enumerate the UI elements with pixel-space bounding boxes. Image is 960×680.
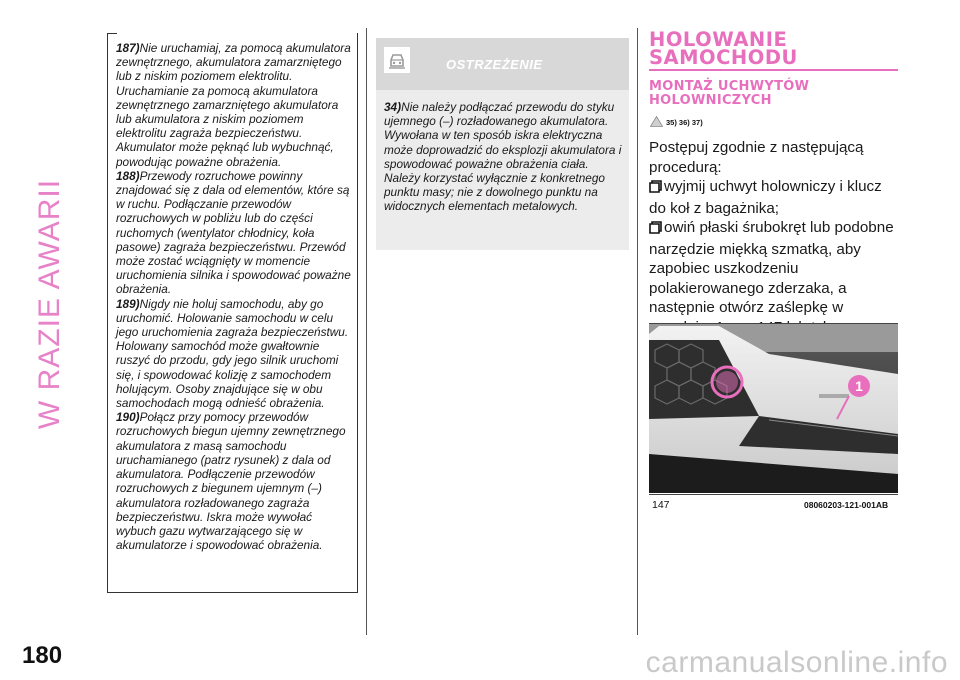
note-ref: 189) — [116, 296, 140, 311]
warning-header — [376, 38, 629, 90]
note-ref: 187) — [116, 41, 140, 55]
box-corner-line — [107, 33, 117, 34]
section-tab-label: W RAZIE AWARII — [33, 178, 66, 430]
note-text: Przewody rozruchowe powinny znajdować się z dala od elementów, które są w ruchu. Podłączanie przewodów rozruchowych w pobliżu lub do części ruchomych (wentylator chłodnicy, koła pasowe) zagraża bezpieczeństwu. Przewód może zostać wciągnięty w momencie uruchomienia silnika i spowodować poważne obrażenia. — [116, 168, 351, 297]
heading-line-2: SAMOCHODU — [649, 46, 798, 69]
step-1 — [649, 177, 899, 218]
bumper-illustration — [649, 324, 898, 493]
warning-body — [376, 90, 629, 250]
warning-text — [384, 100, 623, 214]
section-tab — [30, 24, 70, 584]
column-divider — [366, 28, 367, 635]
checkbox-bullet-icon — [649, 220, 662, 240]
intro-line-2: procedurą: — [649, 158, 722, 176]
warning-refs — [650, 116, 703, 127]
section-heading — [649, 28, 798, 69]
sub-heading — [649, 80, 809, 107]
front-bumper-figure — [649, 323, 898, 493]
heading-line-1: HOLOWANIE — [649, 28, 788, 51]
ref-numbers: 35) 36) 37) — [666, 118, 703, 127]
checkbox-bullet-icon — [649, 179, 662, 199]
step-2-text: owiń płaski śrubokręt lub podobne narzędzie miękką szmatką, aby zapobiec uszkodzeniu polakierowanego zderzaka, a następnie otwórz zaślepkę w — [649, 219, 894, 316]
warning-title: OSTRZEŻENIE — [446, 57, 543, 72]
car-warning-icon — [384, 47, 410, 73]
intro-line-1: Postępuj zgodnie z następującą — [649, 139, 864, 156]
note-ref: 188) — [116, 168, 140, 183]
watermark: carmanualsonline.info — [645, 646, 948, 679]
column-divider — [637, 28, 638, 635]
warning-text-body: Nie należy podłączać przewodu do styku ujemnego (–) rozładowanego akumulatora. Wywołana w ten sposób iskra elektryczna może doprowadzić do eksplozji akumulatora i spowodować poważne obrażenia ciała. Należy korzystać wyłącznie z konkretnego punktu masy; nie z dowolnego punktu na widocznych elementach metalowych. — [384, 100, 622, 214]
note-text: Nigdy nie holuj samochodu, aby go uruchomić. Holowanie samochodu w celu jego uruchomienia zagraża bezpieczeństwu. Holowany samochód może gwałtownie ruszyć do przodu, gdy jego silnik uruchomi się, i spowodować kolizję z samochodem holującym. Osoby znajdujące się w obu samochodach mogą odnieść obrażenia. — [116, 296, 349, 411]
figure-rule — [649, 494, 898, 495]
warning-ref: 34) — [384, 100, 402, 114]
page-number: 180 — [22, 642, 63, 669]
subheading-line-2: HOLOWNICZYCH — [649, 92, 772, 108]
safety-notes-box — [107, 33, 358, 593]
heading-rule — [649, 69, 898, 71]
figure-code: 08060203-121-001AB — [804, 500, 889, 510]
note-190 — [116, 410, 357, 552]
figure-number: 147 — [652, 499, 670, 511]
note-text: Połącz przy pomocy przewodów rozruchowych biegun ujemny zewnętrznego akumulatora z masą samochodu uruchamianego (patrz rysunek) z dala od akumulatora. Podłączenie przewodów rozruchowych z biegunem ujemnym (–) akumulatora rozładowanego zagraża bezpieczeństwu. Iskra może wywołać wybuch gazu wytwarzającego się w akumulatorze i spowodować obrażenia. — [116, 410, 346, 553]
step-1-text: wyjmij uchwyt holowniczy i klucz do koł z bagażnika; — [649, 178, 882, 217]
note-187 — [116, 41, 357, 169]
note-text: Nie uruchamiaj, za pomocą akumulatora zewnętrznego, akumulatora zamarzniętego lub z niskim poziomem elektrolitu. Uruchamianie za pomocą akumulatora zewnętrznego zamarzniętego akumulatora lub akumulatora z niskim poziomem elektrolitu zagraża bezpieczeństwu. Akumulator może pęknąć lub wybuchnąć, powodując poważne obrażenia. — [116, 41, 351, 169]
subheading-line-1: MONTAŻ UCHWYTÓW — [649, 79, 810, 94]
note-189 — [116, 297, 357, 411]
note-ref: 190) — [116, 410, 140, 425]
warning-triangle-icon — [650, 116, 663, 127]
callout-number: 1 — [855, 378, 863, 394]
note-188 — [116, 169, 357, 297]
